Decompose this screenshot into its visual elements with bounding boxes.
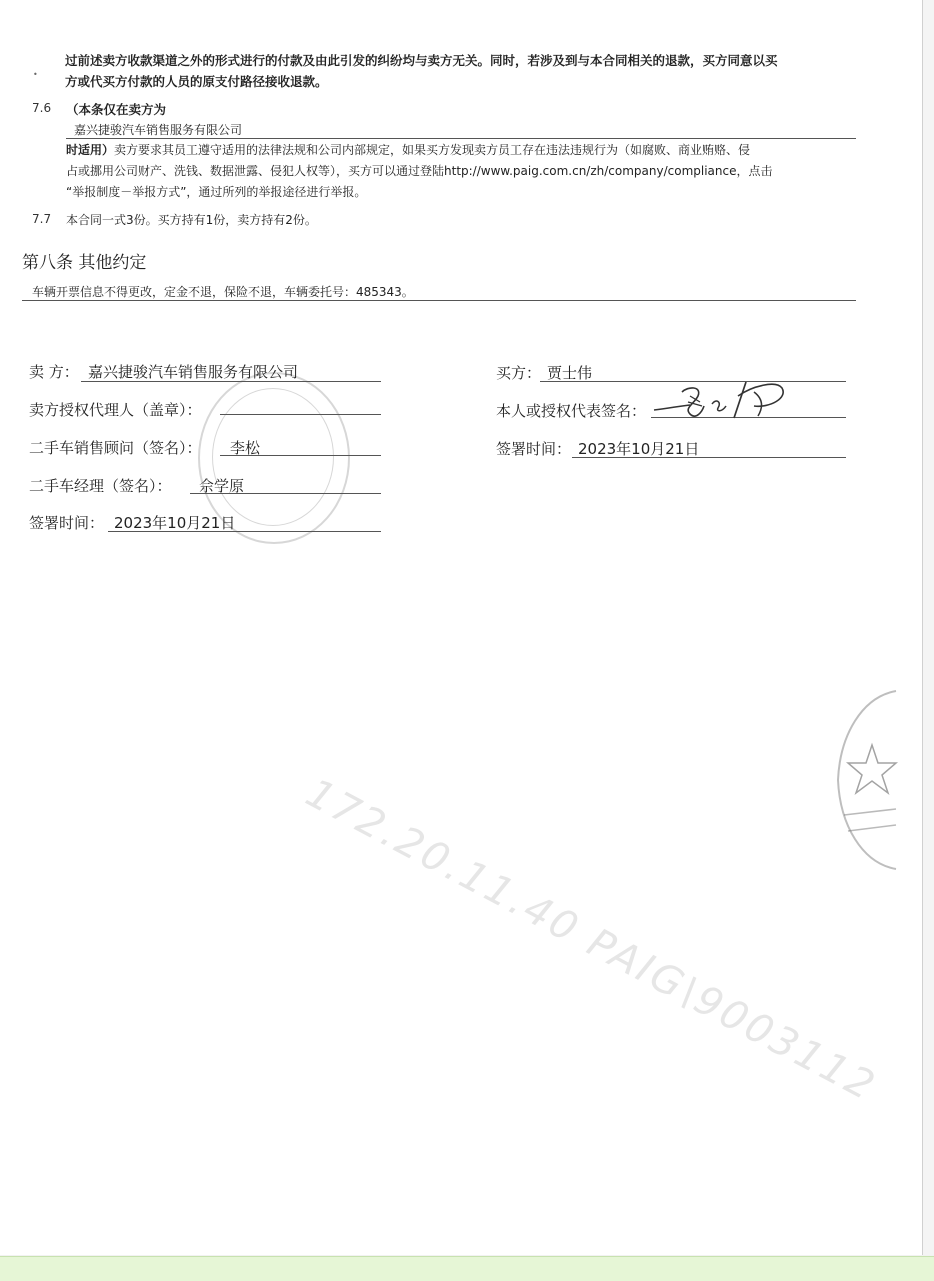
seller-date: 2023年10月21日 — [114, 514, 236, 532]
buyer-label: 买方： — [496, 364, 542, 382]
clause-7-6-line-1-bold: 时适用） — [66, 143, 115, 157]
buyer-date-label: 签署时间： — [496, 440, 572, 458]
manager-label: 二手车经理（签名）： — [29, 477, 172, 495]
advisor-name: 李松 — [230, 439, 261, 457]
clause-7-6-underline — [66, 138, 856, 139]
buyer-date-underline — [572, 457, 846, 458]
clause-7-6-line-3: “举报制度－举报方式”，通过所列的举报途径进行举报。 — [66, 185, 367, 199]
article-8-text: 车辆开票信息不得更改，定金不退，保险不退，车辆委托号：485343。 — [32, 285, 414, 299]
buyer-signature-label: 本人或授权代表签名： — [496, 402, 647, 420]
manager-underline — [190, 493, 381, 494]
bottom-status-bar — [0, 1256, 934, 1281]
clause-7-6-line-1 — [66, 141, 750, 158]
seller-agent-label: 卖方授权代理人（盖章）： — [29, 401, 202, 419]
clause-7-6-line-2: 占或挪用公司财产、洗钱、数据泄露、侵犯人权等），买方可以通过登陆http://www.paig.com.cn/zh/company/compliance，点击 — [66, 164, 773, 178]
clause-7-7-text: 本合同一式3份。买方持有1份，卖方持有2份。 — [66, 213, 317, 227]
intro-line-2: 方或代买方付款的人员的原支付路径接收退款。 — [65, 74, 328, 89]
handwritten-signature — [650, 372, 800, 428]
article-8-underline — [22, 300, 856, 301]
seller-name: 嘉兴捷骏汽车销售服务有限公司 — [88, 363, 299, 381]
buyer-date: 2023年10月21日 — [578, 440, 700, 458]
intro-line-1: 过前述卖方收款渠道之外的形式进行的付款及由此引发的纠纷均与卖方无关。同时，若涉及到与本合同相关的退款，买方同意以买 — [65, 53, 778, 68]
manager-name: 佘学原 — [199, 477, 245, 495]
seller-date-label: 签署时间： — [29, 514, 105, 532]
article-8-heading: 第八条 其他约定 — [22, 253, 147, 273]
partial-seal — [826, 685, 906, 875]
clause-7-6-company: 嘉兴捷骏汽车销售服务有限公司 — [74, 123, 243, 137]
clause-7-6-number: 7.6 — [32, 101, 52, 115]
seller-date-underline — [108, 531, 381, 532]
clause-7-6-title: （本条仅在卖方为 — [66, 102, 167, 117]
ip-watermark: 172.20.11.40 PAIG\9003112 — [298, 770, 885, 1111]
clause-7-7-number: 7.7 — [32, 212, 52, 226]
seller-label: 卖 方： — [29, 363, 79, 381]
advisor-underline — [220, 455, 381, 456]
clause-7-6-line-1-rest: 卖方要求其员工遵守适用的法律法规和公司内部规定，如果买方发现卖方员工存在违法违规行为（如腐败、商业贿赂、侵 — [114, 143, 751, 157]
seller-agent-underline — [220, 414, 381, 415]
buyer-name: 贾士伟 — [547, 364, 593, 382]
vertical-scrollbar[interactable] — [923, 0, 934, 1255]
bullet-mark: • — [33, 70, 38, 79]
advisor-label: 二手车销售顾问（签名）： — [29, 439, 202, 457]
seller-name-underline — [81, 381, 381, 382]
